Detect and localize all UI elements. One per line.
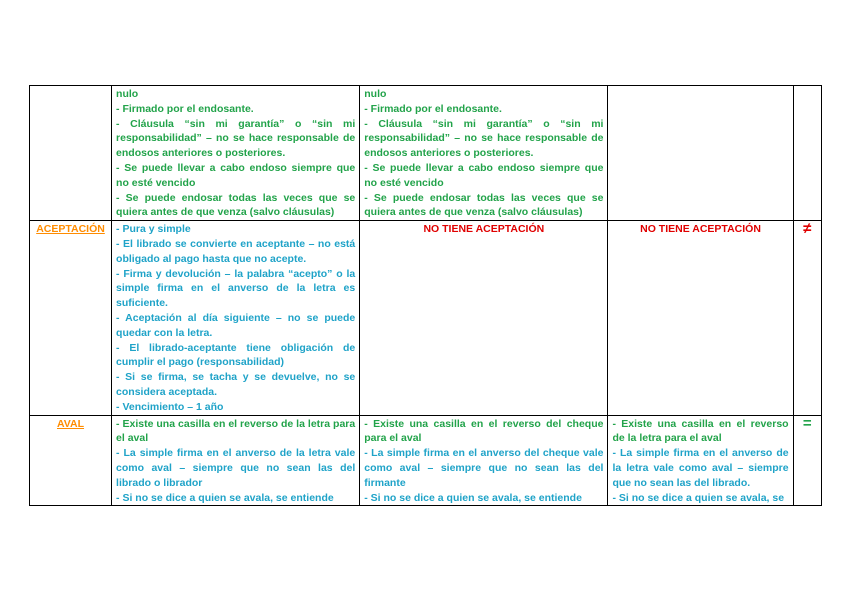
text-line: - El librado-aceptante tiene obligación de cumplir el pago (responsabilidad): [116, 341, 356, 369]
table-row-endoso: [30, 86, 822, 221]
text-line: - Se puede endosar todas las veces que se quiera antes de que venza (salvo cláusulas): [116, 191, 356, 219]
row-label-aceptacion: ACEPTACIÓN: [36, 223, 105, 236]
cheque-cell: [360, 221, 608, 415]
text-line: - Se puede endosar todas las veces que se quiera antes de que venza (salvo cláusulas): [364, 191, 604, 219]
row-label-cell: [30, 221, 112, 415]
text-line: nulo: [364, 88, 387, 100]
row-label-cell: [30, 86, 112, 221]
text-line: - Si se firma, se tacha y se devuelve, no se considera aceptada.: [116, 371, 356, 398]
pagare-cell: [608, 415, 793, 506]
cheque-cell: [360, 415, 608, 506]
text-line: - Si no se dice a quien se avala, se: [612, 491, 785, 504]
text-line: - Se puede llevar a cabo endoso siempre que no esté vencido: [364, 161, 604, 189]
text-line: - Vencimiento – 1 año: [116, 400, 224, 413]
letra-cell: [112, 221, 360, 415]
symbol-cell: [793, 415, 821, 506]
text-line: - La simple firma en el anverso de la letra vale como aval – siempre que no sean las del librado.: [612, 447, 789, 489]
cheque-cell: [360, 86, 608, 221]
letra-cell: [112, 415, 360, 506]
text-line: - Cláusula “sin mi garantía” o “sin mi responsabilidad” – no se hace responsable de endosos anteriores o posteriores.: [364, 117, 604, 160]
row-label-aval: AVAL: [57, 417, 85, 430]
comparison-table: [29, 85, 822, 506]
pagare-cell: [608, 221, 793, 415]
symbol-cell: [793, 86, 821, 221]
text-line: - Firmado por el endosante.: [364, 102, 502, 115]
text-line: - La simple firma en el anverso del cheque vale como aval – siempre que no sean las del firmante: [364, 447, 604, 489]
text-line: - Si no se dice a quien se avala, se entiende: [116, 491, 334, 504]
text-line: - Se puede llevar a cabo endoso siempre que no esté vencido: [116, 161, 356, 189]
text-line: - Existe una casilla en el reverso del cheque para el aval: [364, 417, 604, 445]
text-line: - Cláusula “sin mi garantía” o “sin mi responsabilidad” – no se hace responsable de endosos anteriores o posteriores.: [116, 117, 356, 160]
text-line: nulo: [116, 88, 139, 100]
text-line: - La simple firma en el anverso de la letra vale como aval – siempre que no sean las del librado o librador: [116, 447, 356, 489]
table-row-aval: [30, 415, 822, 506]
letra-cell: [112, 86, 360, 221]
text-line: - Firmado por el endosante.: [116, 102, 254, 115]
text-line: - Pura y simple: [116, 223, 191, 236]
not-equal-symbol: ≠: [803, 220, 812, 238]
pagare-cell: [608, 86, 793, 221]
text-line: - Aceptación al día siguiente – no se puede quedar con la letra.: [116, 311, 356, 339]
table-row-aceptacion: [30, 221, 822, 415]
text-line: - Firma y devolución – la palabra “acepto” o la simple firma en el anverso de la letra es suficiente.: [116, 267, 356, 310]
equal-symbol: =: [802, 415, 812, 432]
text-line: - Si no se dice a quien se avala, se entiende: [364, 491, 582, 504]
row-label-cell: [30, 415, 112, 506]
no-acceptance-text: NO TIENE ACEPTACIÓN: [640, 223, 761, 236]
no-acceptance-text: NO TIENE ACEPTACIÓN: [423, 223, 545, 236]
text-line: - El librado se convierte en aceptante – no está obligado al pago hasta que no acepte.: [116, 237, 356, 265]
text-line: - Existe una casilla en el reverso de la letra para el aval: [116, 417, 356, 445]
text-line: - Existe una casilla en el reverso de la letra para el aval: [612, 417, 789, 445]
symbol-cell: [793, 221, 821, 415]
